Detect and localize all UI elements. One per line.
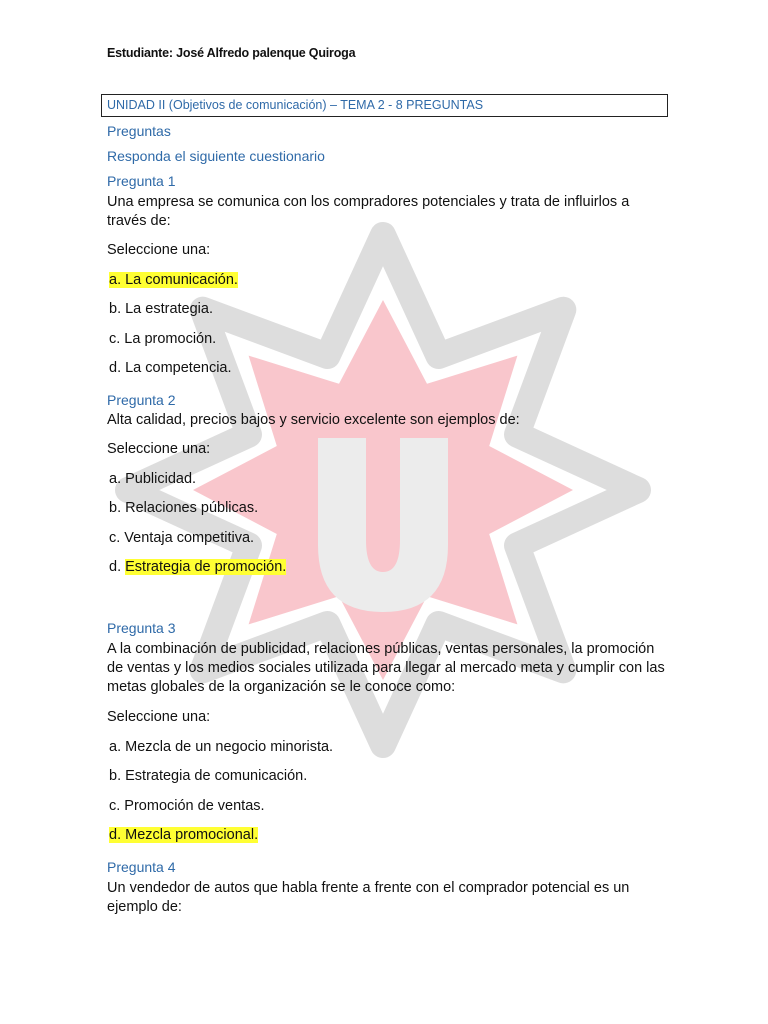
option-prefix: d.	[109, 559, 126, 575]
question-2-option-b[interactable]: b. Relaciones públicas.	[109, 500, 259, 516]
option-text: a. La comunicación.	[109, 272, 238, 288]
option-text: Estrategia de promoción.	[125, 559, 287, 575]
question-1-prompt: Seleccione una:	[107, 242, 211, 258]
question-4-label: Pregunta 4	[107, 859, 176, 875]
star-fill-shape	[193, 300, 573, 680]
instructions: Responda el siguiente cuestionario	[107, 148, 325, 164]
student-name: Estudiante: José Alfredo palenque Quiroga	[107, 46, 356, 60]
question-3-text: A la combinación de publicidad, relaciones públicas, ventas personales, la promoción de ventas y los medios sociales utilizada para llegar al mercado meta y cumplir con las metas globales de la organización se le conoce como:	[107, 641, 665, 695]
question-3-option-b[interactable]: b. Estrategia de comunicación.	[109, 768, 308, 784]
question-3-option-a[interactable]: a. Mezcla de un negocio minorista.	[109, 739, 334, 755]
option-text: d. Mezcla promocional.	[109, 827, 259, 843]
question-3-option-d[interactable]	[109, 827, 258, 843]
question-2-prompt: Seleccione una:	[107, 441, 211, 457]
question-2-option-c[interactable]: c. Ventaja competitiva.	[109, 530, 255, 546]
question-1-option-c[interactable]: c. La promoción.	[109, 331, 217, 347]
unit-title-box: UNIDAD II (Objetivos de comunicación) – TEMA 2 - 8 PREGUNTAS	[101, 94, 668, 117]
question-4-text: Un vendedor de autos que habla frente a frente con el comprador potencial es un ejemplo de:	[107, 880, 630, 915]
question-3-prompt: Seleccione una:	[107, 709, 211, 725]
question-2-option-d[interactable]	[109, 559, 286, 575]
question-2-label: Pregunta 2	[107, 392, 176, 408]
question-2-option-a[interactable]: a. Publicidad.	[109, 471, 197, 487]
question-1-option-d[interactable]: d. La competencia.	[109, 360, 232, 376]
question-1-text: Una empresa se comunica con los compradores potenciales y trata de influirlos a través de:	[107, 194, 630, 229]
question-1-option-b[interactable]: b. La estrategia.	[109, 301, 213, 317]
question-1-option-a[interactable]	[109, 272, 238, 288]
question-1-label: Pregunta 1	[107, 173, 176, 189]
question-3-option-c[interactable]: c. Promoción de ventas.	[109, 798, 265, 814]
question-3-label: Pregunta 3	[107, 620, 176, 636]
section-title: Preguntas	[107, 123, 171, 139]
question-2-text: Alta calidad, precios bajos y servicio excelente son ejemplos de:	[107, 412, 520, 428]
